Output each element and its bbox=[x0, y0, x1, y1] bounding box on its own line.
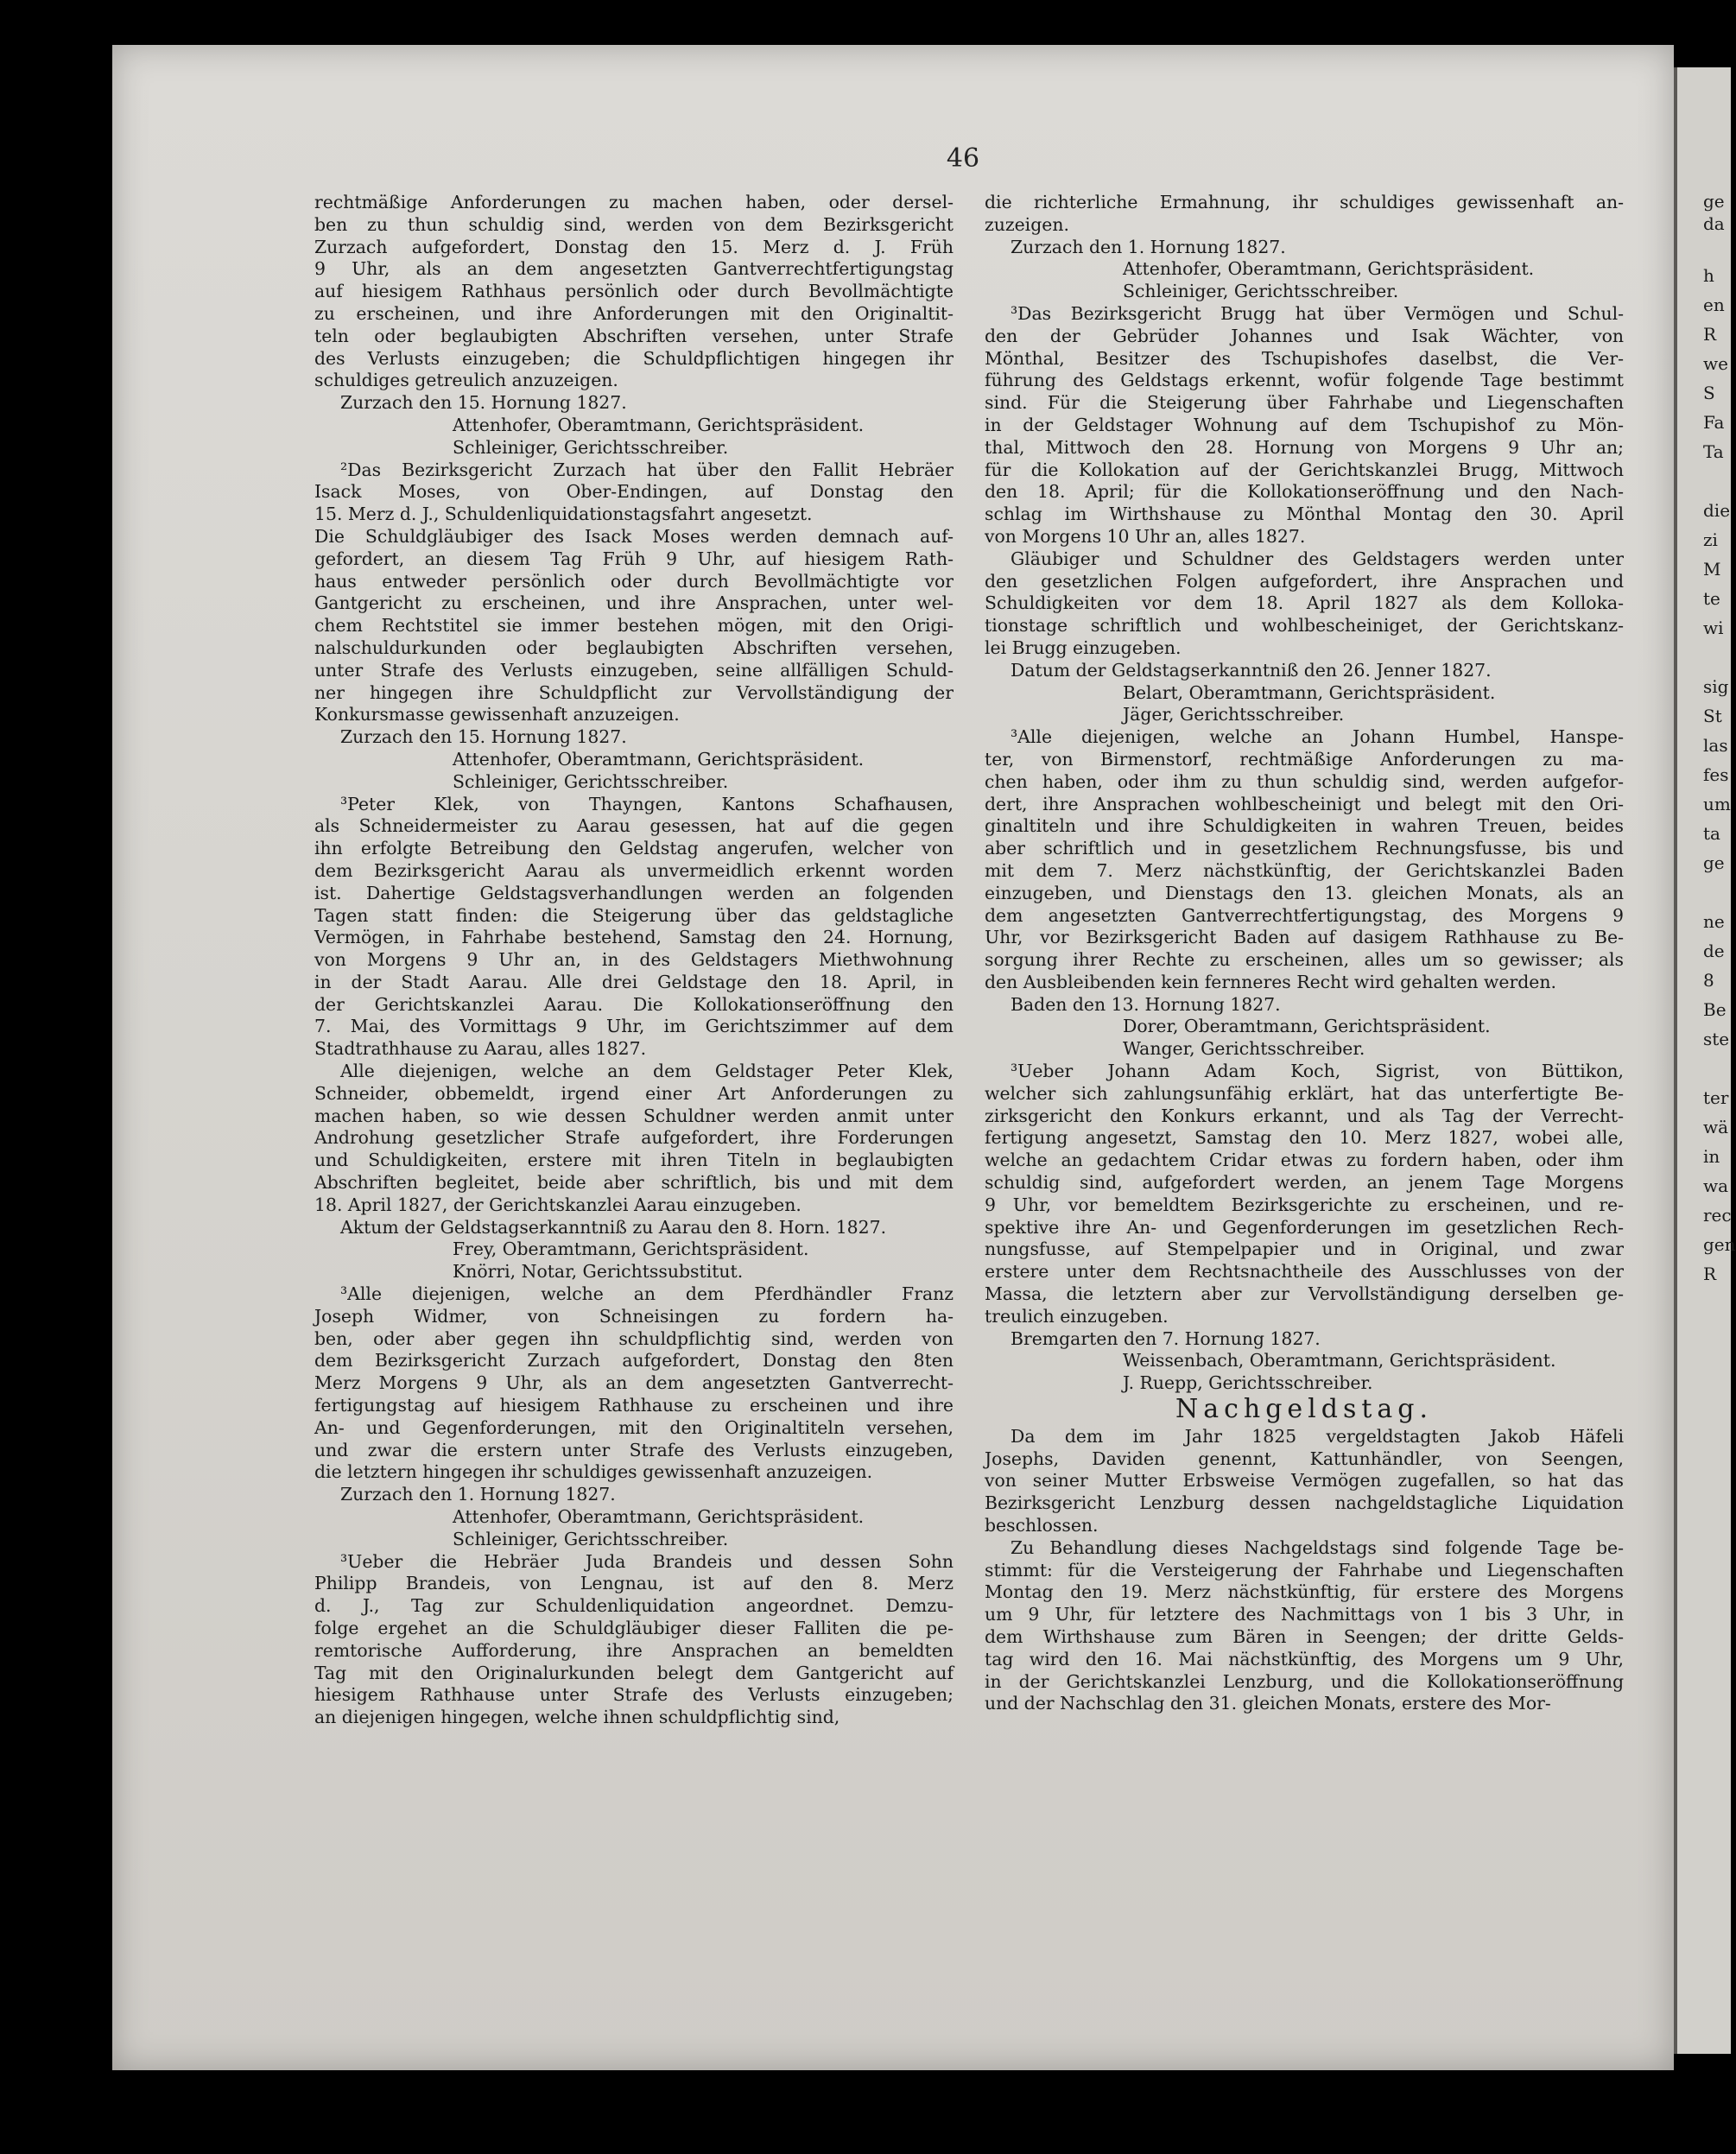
text-line: d. J., Tag zur Schuldenliquidation angeordnet. Demzu- bbox=[314, 1595, 954, 1617]
adjacent-page-fragment: ta bbox=[1703, 823, 1720, 844]
text-line: folge ergehet an die Schuldgläubiger dieser Falliten die pe- bbox=[314, 1618, 954, 1638]
text-line: einzugeben, und Dienstags den 13. gleichen Monats, als an bbox=[985, 882, 1624, 903]
text-line: chen haben, oder ihm zu thun schuldig sind, werden aufgefor- bbox=[985, 770, 1624, 792]
text-line: ³Alle diejenigen, welche an dem Pferdhändler Franz bbox=[340, 1283, 954, 1305]
text-line: von Morgens 10 Uhr an, alles 1827. bbox=[985, 525, 1306, 547]
text-line: Joseph Widmer, von Schneisingen zu fordern ha- bbox=[314, 1305, 954, 1327]
text-line: beschlossen. bbox=[985, 1515, 1099, 1536]
text-line: um 9 Uhr, für letztere des Nachmittags von 1 bis 3 Uhr, in bbox=[985, 1604, 1624, 1625]
text-line: Abschriften begleitet, beide aber schriftlich, bis und mit dem bbox=[314, 1172, 954, 1194]
text-line: den 18. April; für die Kollokationseröffnung und den Nach- bbox=[985, 481, 1624, 503]
text-line: in der Geldstager Wohnung auf dem Tschupishof zu Mön- bbox=[985, 414, 1624, 435]
text-line: sorgung ihrer Rechte zu erscheinen, alles um so gewisser; als bbox=[985, 949, 1624, 971]
text-line: Philipp Brandeis, von Lengnau, ist auf den 8. Merz bbox=[314, 1573, 954, 1594]
text-line: Datum der Geldstagserkanntniß den 26. Jenner 1827. bbox=[1011, 659, 1492, 681]
text-line: an diejenigen hingegen, welche ihnen schuldpflichtig sind, bbox=[314, 1707, 840, 1728]
text-line: Josephs, Daviden genennt, Kattunhändler, von Seengen, bbox=[985, 1448, 1624, 1469]
text-line: Die Schuldgläubiger des Isack Moses werden demnach auf- bbox=[314, 525, 954, 547]
adjacent-page-fragment: en bbox=[1703, 295, 1725, 315]
text-line: 9 Uhr, als an dem angesetzten Gantverrechtfertigungstag bbox=[314, 258, 954, 280]
text-line: Knörri, Notar, Gerichtssubstitut. bbox=[453, 1261, 744, 1283]
text-line: Stadtrathhause zu Aarau, alles 1827. bbox=[314, 1038, 647, 1060]
text-line: Zurzach den 1. Hornung 1827. bbox=[340, 1484, 616, 1505]
text-line: schlag im Wirthshause zu Mönthal Montag den 30. April bbox=[985, 504, 1624, 525]
text-line: Konkursmasse gewissenhaft anzuzeigen. bbox=[314, 704, 680, 725]
text-line: remtorische Aufforderung, ihre Ansprachen an bemeldten bbox=[314, 1639, 954, 1661]
text-line: in der Stadt Aarau. Alle drei Geldstage den 18. April, in bbox=[314, 971, 954, 992]
text-line: gefordert, an diesem Tag Früh 9 Uhr, auf hiesigem Rath- bbox=[314, 548, 954, 569]
adjacent-page-fragment: in bbox=[1703, 1146, 1720, 1167]
text-line: die letztern hingegen ihr schuldiges gewissenhaft anzuzeigen. bbox=[314, 1461, 873, 1483]
text-line: Wanger, Gerichtsschreiber. bbox=[1123, 1038, 1365, 1060]
text-line: Attenhofer, Oberamtmann, Gerichtspräsident. bbox=[1123, 258, 1535, 280]
adjacent-page-fragment: Ta bbox=[1703, 441, 1724, 462]
text-line: spektive ihre An- und Gegenforderungen im gesetzlichen Rech- bbox=[985, 1216, 1624, 1238]
text-line: ³Ueber die Hebräer Juda Brandeis und dessen Sohn bbox=[340, 1550, 954, 1572]
text-line: erstere unter dem Rechtsnachtheile des Ausschlusses von der bbox=[985, 1261, 1624, 1283]
adjacent-page-fragment: St bbox=[1703, 706, 1722, 726]
text-line: J. Ruepp, Gerichtsschreiber. bbox=[1123, 1372, 1373, 1394]
text-line: in der Gerichtskanzlei Lenzburg, und die Kollokationseröffnung bbox=[985, 1670, 1624, 1692]
text-line: 9 Uhr, vor bemeldtem Bezirksgerichte zu erscheinen, und re- bbox=[985, 1194, 1624, 1215]
text-line: zirksgericht den Konkurs erkannt, und als Tag der Verrecht- bbox=[985, 1105, 1624, 1126]
adjacent-page-fragment: ter bbox=[1703, 1087, 1729, 1108]
adjacent-page-fragment: h bbox=[1703, 265, 1714, 286]
text-line: 15. Merz d. J., Schuldenliquidationstagsfahrt angesetzt. bbox=[314, 504, 813, 525]
text-line: ³Peter Klek, von Thayngen, Kantons Schafhausen, bbox=[340, 793, 954, 814]
text-line: schuldiges getreulich anzuzeigen. bbox=[314, 370, 618, 391]
text-line: zuzeigen. bbox=[985, 213, 1069, 235]
text-line: Androhung gesetzlicher Strafe aufgefordert, ihre Forderungen bbox=[314, 1127, 954, 1149]
text-line: ³Alle diejenigen, welche an Johann Humbel, Hanspe- bbox=[1011, 726, 1624, 748]
text-line: Montag den 19. Merz nächstkünftig, für erstere des Morgens bbox=[985, 1581, 1624, 1603]
page-number: 46 bbox=[946, 143, 980, 174]
text-line: Vermögen, in Fahrhabe bestehend, Samstag den 24. Hornung, bbox=[314, 927, 954, 948]
text-line: ter, von Birmenstorf, rechtmäßige Anforderungen zu ma- bbox=[985, 748, 1624, 770]
text-line: rechtmäßige Anforderungen zu machen haben, oder dersel- bbox=[314, 192, 954, 212]
text-line: den Ausbleibenden kein fernneres Recht wird gehalten werden. bbox=[985, 971, 1556, 992]
text-line: ben, oder aber gegen ihn schuldpflichtig sind, werden von bbox=[314, 1327, 954, 1349]
text-line: ginaltiteln und ihre Schuldigkeiten in wahren Treuen, beides bbox=[985, 815, 1624, 837]
adjacent-page-fragment: te bbox=[1703, 588, 1720, 609]
adjacent-page-fragment: um bbox=[1703, 794, 1731, 814]
text-line: ner hingegen ihre Schuldpflicht zur Vervollständigung der bbox=[314, 681, 954, 703]
text-line: zu erscheinen, und ihre Anforderungen mit den Originaltit- bbox=[314, 302, 954, 324]
right-column bbox=[985, 192, 1624, 1715]
text-line: ²Das Bezirksgericht Zurzach hat über den Fallit Hebräer bbox=[340, 459, 954, 480]
adjacent-page-fragment: R bbox=[1703, 324, 1717, 345]
text-line: Zurzach den 15. Hornung 1827. bbox=[340, 392, 627, 414]
text-line: tag wird den 16. Mai nächstkünftig, des Morgens um 9 Uhr, bbox=[985, 1648, 1624, 1669]
text-line: für die Kollokation auf der Gerichtskanzlei Brugg, Mittwoch bbox=[985, 459, 1624, 480]
text-line: sind. Für die Steigerung über Fahrhabe und Liegenschaften bbox=[985, 392, 1624, 414]
adjacent-page-fragment: S bbox=[1703, 383, 1715, 403]
text-line: schuldig sind, aufgefordert werden, an jenem Tage Morgens bbox=[985, 1172, 1624, 1194]
text-line: Bremgarten den 7. Hornung 1827. bbox=[1011, 1327, 1321, 1349]
text-line: Isack Moses, von Ober-Endingen, auf Donstag den bbox=[314, 481, 954, 503]
text-line: mit dem 7. Merz nächstkünftig, der Gerichtskanzlei Baden bbox=[985, 859, 1624, 881]
adjacent-page-fragment: R bbox=[1703, 1264, 1717, 1284]
text-line: Weissenbach, Oberamtmann, Gerichtspräsident. bbox=[1123, 1350, 1556, 1372]
text-line: nalschuldurkunden oder beglaubigten Abschriften versehen, bbox=[314, 637, 954, 658]
text-line: Frey, Oberamtmann, Gerichtspräsident. bbox=[453, 1239, 809, 1260]
text-line: dem Bezirksgericht Zurzach aufgefordert, Donstag den 8ten bbox=[314, 1350, 954, 1372]
adjacent-page-fragment: gen bbox=[1703, 1234, 1736, 1255]
adjacent-page-fragment: da bbox=[1703, 213, 1725, 234]
text-line: Zurzach den 15. Hornung 1827. bbox=[340, 726, 627, 748]
text-line: treulich einzugeben. bbox=[985, 1305, 1169, 1327]
adjacent-page-fragment: Fa bbox=[1703, 412, 1725, 433]
text-line: Attenhofer, Oberamtmann, Gerichtspräsident. bbox=[453, 414, 865, 435]
text-line: fertigung angesetzt, Samstag den 10. Merz 1827, wobei alle, bbox=[985, 1127, 1624, 1149]
text-line: Mönthal, Besitzer des Tschupishofes daselbst, die Ver- bbox=[985, 347, 1624, 369]
text-line: und der Nachschlag den 31. gleichen Monats, erstere des Mor- bbox=[985, 1693, 1551, 1714]
adjacent-page-fragment: Be bbox=[1703, 999, 1726, 1020]
text-line: Gantgericht zu erscheinen, und ihre Ansprachen, unter wel- bbox=[314, 592, 954, 614]
text-line: Gläubiger und Schuldner des Geldstagers werden unter bbox=[1011, 548, 1624, 569]
text-line: tionstage schriftlich und wohlbescheiniget, der Gerichtskanz- bbox=[985, 615, 1624, 637]
text-line: Aktum der Geldstagserkanntniß zu Aarau den 8. Horn. 1827. bbox=[340, 1216, 887, 1238]
adjacent-page-fragment: wa bbox=[1703, 1175, 1729, 1196]
text-line: Alle diejenigen, welche an dem Geldstager Peter Klek, bbox=[340, 1061, 954, 1082]
text-line: nungsfusse, auf Stempelpapier und in Original, und zwar bbox=[985, 1239, 1624, 1260]
text-line: die richterliche Ermahnung, ihr schuldiges gewissenhaft an- bbox=[985, 192, 1624, 212]
text-line: Zurzach aufgefordert, Donstag den 15. Merz d. J. Früh bbox=[314, 236, 954, 257]
text-line: Uhr, vor Bezirksgericht Baden auf dasigem Rathhause zu Be- bbox=[985, 927, 1624, 948]
text-line: dert, ihre Ansprachen wohlbescheinigt und belegt mit den Ori- bbox=[985, 793, 1624, 814]
text-line: dem angesetzten Gantverrechtfertigungstag, des Morgens 9 bbox=[985, 904, 1624, 926]
text-line: von Morgens 9 Uhr an, in des Geldstagers Miethwohnung bbox=[314, 949, 954, 971]
text-line: aber schriftlich und in gesetzlichem Rechnungsfusse, bis und bbox=[985, 838, 1624, 859]
text-line: der Gerichtskanzlei Aarau. Die Kollokationseröffnung den bbox=[314, 993, 954, 1015]
text-line: Schleiniger, Gerichtsschreiber. bbox=[453, 1528, 729, 1549]
text-line: fertigungstag auf hiesigem Rathhause zu erscheinen und ihre bbox=[314, 1395, 954, 1416]
text-line: Da dem im Jahr 1825 vergeldstagten Jakob Häfeli bbox=[1011, 1425, 1624, 1447]
adjacent-page-fragment: de bbox=[1703, 941, 1725, 961]
text-line: und zwar die erstern unter Strafe des Verlusts einzugeben, bbox=[314, 1439, 954, 1460]
text-line: stimmt: für die Versteigerung der Fahrhabe und Liegenschaften bbox=[985, 1559, 1624, 1581]
text-line: des Verlusts einzugeben; die Schuldpflichtigen hingegen ihr bbox=[314, 347, 954, 369]
text-line: hiesigem Rathhause unter Strafe des Verlusts einzugeben; bbox=[314, 1684, 954, 1706]
adjacent-page-fragment: rec bbox=[1703, 1205, 1732, 1226]
text-line: Schleiniger, Gerichtsschreiber. bbox=[453, 770, 729, 792]
text-line: Attenhofer, Oberamtmann, Gerichtspräsident. bbox=[453, 748, 865, 770]
adjacent-page-fragment: we bbox=[1703, 353, 1728, 374]
text-line: Jäger, Gerichtsschreiber. bbox=[1123, 704, 1345, 725]
text-line: und Schuldigkeiten, erstere mit ihren Titeln in beglaubigten bbox=[314, 1150, 954, 1171]
text-line: den der Gebrüder Johannes und Isak Wächter, von bbox=[985, 325, 1624, 346]
text-line: ³Ueber Johann Adam Koch, Sigrist, von Büttikon, bbox=[1011, 1061, 1624, 1082]
text-line: auf hiesigem Rathhaus persönlich oder durch Bevollmächtigte bbox=[314, 281, 954, 302]
text-line: welche an gedachtem Cridar etwas zu fordern haben, oder ihm bbox=[985, 1150, 1624, 1171]
text-line: führung des Geldstags erkennt, wofür folgende Tage bestimmt bbox=[985, 370, 1624, 391]
text-line: haus entweder persönlich oder durch Bevollmächtigte vor bbox=[314, 570, 954, 592]
text-line: 18. April 1827, der Gerichtskanzlei Aarau einzugeben. bbox=[314, 1194, 801, 1215]
adjacent-page-fragment: M bbox=[1703, 559, 1721, 580]
text-line: 7. Mai, des Vormittags 9 Uhr, im Gerichtszimmer auf dem bbox=[314, 1016, 954, 1037]
text-line: Bezirksgericht Lenzburg dessen nachgeldstagliche Liquidation bbox=[985, 1492, 1624, 1514]
text-line: ³Das Bezirksgericht Brugg hat über Vermögen und Schul- bbox=[1011, 302, 1624, 324]
text-line: unter Strafe des Verlusts einzugeben, seine allfälligen Schuld- bbox=[314, 659, 954, 681]
text-line: dem Bezirksgericht Aarau als unvermeidlich erkennt worden bbox=[314, 859, 954, 881]
text-line: ist. Dahertige Geldstagsverhandlungen werden an folgenden bbox=[314, 882, 954, 903]
text-line: dem Wirthshause zum Bären in Seengen; der dritte Gelds- bbox=[985, 1626, 1624, 1647]
text-line: ihn erfolgte Betreibung den Geldstag angerufen, welcher von bbox=[314, 838, 954, 859]
text-line: Zurzach den 1. Hornung 1827. bbox=[1011, 236, 1286, 257]
adjacent-page-fragment: ge bbox=[1703, 191, 1725, 212]
text-line: Merz Morgens 9 Uhr, als an dem angesetzten Gantverrecht- bbox=[314, 1372, 954, 1394]
text-line: Massa, die letztern aber zur Vervollständigung derselben ge- bbox=[985, 1283, 1624, 1305]
text-line: welcher sich zahlungsunfähig erklärt, hat das unterfertigte Be- bbox=[985, 1082, 1624, 1104]
text-line: lei Brugg einzugeben. bbox=[985, 637, 1182, 658]
text-line: Dorer, Oberamtmann, Gerichtspräsident. bbox=[1123, 1016, 1491, 1037]
text-line: An- und Gegenforderungen, mit den Originaltiteln versehen, bbox=[314, 1416, 954, 1438]
text-line: den gesetzlichen Folgen aufgefordert, ihre Ansprachen und bbox=[985, 570, 1624, 592]
text-line: von seiner Mutter Erbsweise Vermögen zugefallen, so hat das bbox=[985, 1470, 1624, 1492]
text-line: Schneider, obbemeldt, irgend einer Art Anforderungen zu bbox=[314, 1082, 954, 1104]
adjacent-page-fragment: zi bbox=[1703, 529, 1718, 550]
text-line: Schleiniger, Gerichtsschreiber. bbox=[1123, 281, 1399, 302]
text-line: Schuldigkeiten vor dem 18. April 1827 als dem Kolloka- bbox=[985, 592, 1624, 614]
text-line: teln oder beglaubigten Abschriften versehen, unter Strafe bbox=[314, 325, 954, 346]
adjacent-page-fragment: fes bbox=[1703, 764, 1729, 785]
text-line: als Schneidermeister zu Aarau gesessen, hat auf die gegen bbox=[314, 815, 954, 837]
text-line: machen haben, so wie dessen Schuldner werden anmit unter bbox=[314, 1105, 954, 1126]
adjacent-page-fragment: ge bbox=[1703, 852, 1725, 873]
adjacent-page-fragment: wi bbox=[1703, 618, 1724, 638]
adjacent-page-fragment: sig bbox=[1703, 676, 1729, 697]
text-line: Tagen statt finden: die Steigerung über das geldstagliche bbox=[314, 904, 954, 926]
left-column bbox=[314, 192, 954, 1729]
adjacent-page-fragment: 8 bbox=[1703, 970, 1714, 991]
adjacent-page-fragment: die bbox=[1703, 500, 1731, 521]
text-line: Zu Behandlung dieses Nachgeldstags sind folgende Tage be- bbox=[1011, 1536, 1624, 1558]
text-line: Tag mit den Originalurkunden belegt dem Gantgericht auf bbox=[314, 1662, 954, 1683]
text-line: thal, Mittwoch den 28. Hornung von Morgens 9 Uhr an; bbox=[985, 436, 1624, 458]
adjacent-page-fragment: las bbox=[1703, 735, 1728, 756]
section-heading: Nachgeldstag. bbox=[1175, 1394, 1434, 1425]
adjacent-page-fragment: ste bbox=[1703, 1029, 1730, 1049]
text-line: chem Rechtstitel sie immer bestehen mögen, mit den Origi- bbox=[314, 615, 954, 637]
text-line: ben zu thun schuldig sind, werden von dem Bezirksgericht bbox=[314, 213, 954, 235]
adjacent-page-fragment: ne bbox=[1703, 911, 1725, 932]
text-line: Belart, Oberamtmann, Gerichtspräsident. bbox=[1123, 681, 1496, 703]
text-line: Schleiniger, Gerichtsschreiber. bbox=[453, 436, 729, 458]
adjacent-page-fragment: wä bbox=[1703, 1117, 1729, 1137]
text-line: Attenhofer, Oberamtmann, Gerichtspräsident. bbox=[453, 1506, 865, 1528]
text-line: Baden den 13. Hornung 1827. bbox=[1011, 993, 1281, 1015]
